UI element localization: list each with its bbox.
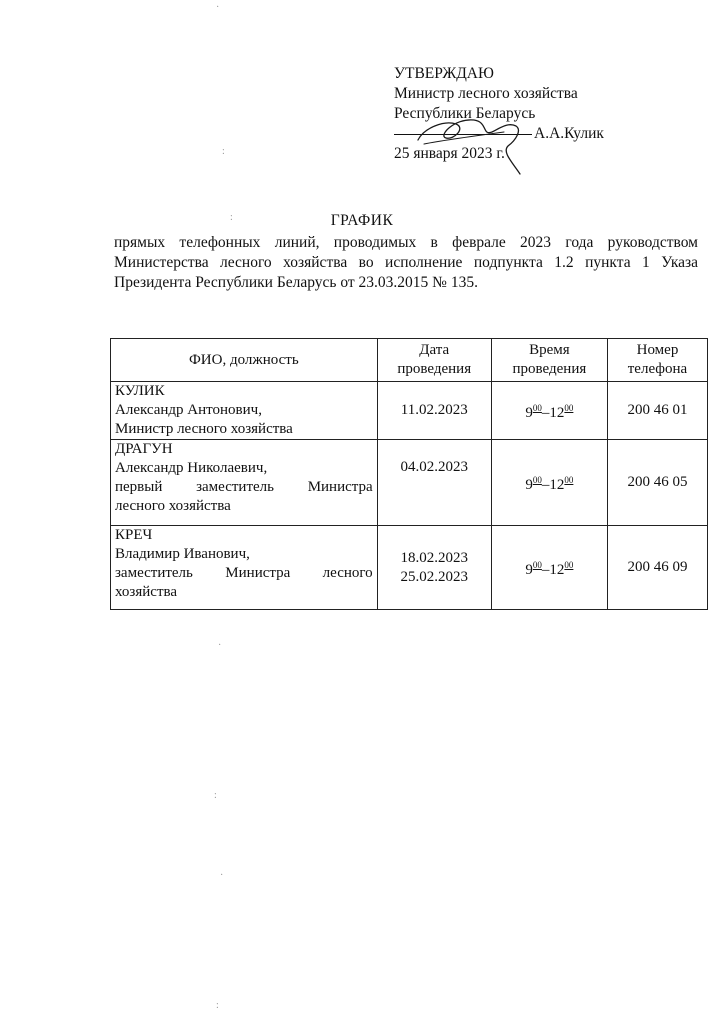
document-intro: прямых телефонных линий, проводимых в феврале 2023 года руководством Министерства лесного хозяйства во исполнение подпункта 1.2 пункта 1 Указа Президента Республики Беларусь от 23.03.2015 № 135. [114, 234, 698, 291]
signature-line-row [394, 124, 694, 144]
scan-speck: · [220, 870, 224, 881]
header-time: Время проведения [491, 339, 607, 382]
cell-name [111, 382, 378, 440]
row-surname: ДРАГУН [115, 441, 173, 457]
signature-line [394, 133, 532, 135]
table-row [111, 526, 708, 610]
cell-name [111, 526, 378, 610]
approval-position: Министр лесного хозяйства [394, 85, 578, 102]
cell-time: $9^{00}-12^{00}$ [491, 440, 607, 526]
row-position: Министр лесного хозяйства [115, 421, 293, 437]
cell-name [111, 440, 378, 526]
approval-heading: УТВЕРЖДАЮ [394, 65, 494, 82]
row-date-1: 18.02.2023 [400, 549, 468, 566]
cell-date: 11.02.2023 [377, 382, 491, 440]
cell-time: $9^{00}-12^{00}$ [491, 526, 607, 610]
scan-speck: · [216, 2, 220, 13]
cell-date [377, 526, 491, 610]
header-date: Дата проведения [377, 339, 491, 382]
table-row [111, 382, 708, 440]
scan-speck: : [230, 212, 233, 223]
approval-date: 25 января 2023 г. [394, 145, 505, 162]
header-name: ФИО, должность [111, 339, 378, 382]
row-position-line2: хозяйства [115, 584, 178, 600]
row-position-line1: заместитель Министра лесного [115, 565, 373, 581]
row-surname: КУЛИК [115, 383, 165, 399]
approval-country: Республики Беларусь [394, 105, 536, 122]
table-row [111, 440, 708, 526]
row-position-line2: лесного хозяйства [115, 498, 231, 514]
row-given-name: Владимир Иванович, [115, 546, 250, 562]
scan-speck: · [218, 640, 222, 651]
table-header-row [111, 339, 708, 382]
cell-phone: 200 46 09 [607, 526, 707, 610]
header-phone: Номер телефона [607, 339, 707, 382]
row-given-name: Александр Николаевич, [115, 460, 268, 476]
scan-speck: : [222, 146, 225, 157]
row-surname: КРЕЧ [115, 527, 153, 543]
approval-signer: А.А.Кулик [534, 125, 604, 142]
cell-date: 04.02.2023 [377, 440, 491, 526]
approval-block [394, 64, 694, 164]
row-given-name: Александр Антонович, [115, 402, 262, 418]
cell-phone: 200 46 01 [607, 382, 707, 440]
row-position-line1: первый заместитель Министра [115, 479, 373, 495]
document-title: ГРАФИК [330, 212, 394, 229]
cell-phone: 200 46 05 [607, 440, 707, 526]
schedule-table [110, 338, 708, 610]
row-date-2: 25.02.2023 [400, 568, 468, 585]
cell-time: $9^{00}-12^{00}$ [491, 382, 607, 440]
scan-speck: : [216, 1000, 219, 1011]
scan-speck: : [214, 790, 217, 801]
